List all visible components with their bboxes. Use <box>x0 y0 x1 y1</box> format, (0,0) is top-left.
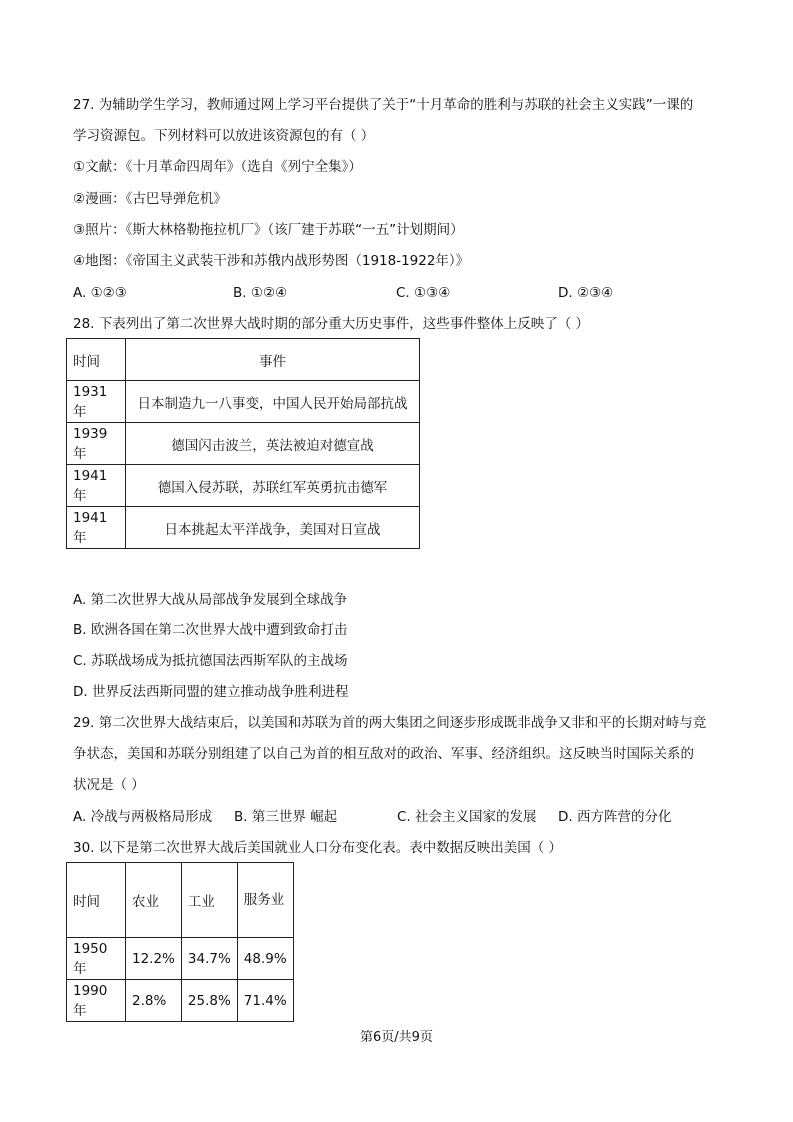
q27-item: ②漫画：《古巴导弹危机》 <box>73 191 227 207</box>
q27-option-b: B. ①②④ <box>233 285 288 301</box>
table-row <box>67 980 294 1022</box>
table-row <box>67 381 420 423</box>
q27-option-a: A. ①②③ <box>73 285 127 301</box>
q27-item: ③照片：《斯大林格勒拖拉机厂》（该厂建于苏联“一五”计划期间） <box>73 222 464 238</box>
q27-item: ①文献：《十月革命四周年》（选自《列宁全集》） <box>73 159 362 175</box>
table-row <box>67 465 420 507</box>
table-cell: 1990年 <box>67 980 126 1022</box>
table-header: 农业 <box>126 863 182 938</box>
table-row <box>67 423 420 465</box>
table-cell: 1941年 <box>67 465 126 507</box>
table-cell: 71.4% <box>237 980 293 1022</box>
table-cell: 德国入侵苏联，苏联红军英勇抗击德军 <box>126 465 420 507</box>
table-cell: 34.7% <box>181 938 237 980</box>
q28-option-d: D. 世界反法西斯同盟的建立推动战争胜利进程 <box>73 684 349 700</box>
q29-option-c: C. 社会主义国家的发展 <box>397 809 537 825</box>
table-row <box>67 938 294 980</box>
table-header: 事件 <box>126 339 420 381</box>
q29-option-a: A. 冷战与两极格局形成 <box>73 809 213 825</box>
q28-option-b: B. 欧洲各国在第二次世界大战中遭到致命打击 <box>73 622 348 638</box>
q29-stem-line3: 状况是（ ） <box>73 777 145 793</box>
q27-item: ④地图：《帝国主义武装干涉和苏俄内战形势图（1918-1922年）》 <box>73 253 470 269</box>
table-cell: 1939年 <box>67 423 126 465</box>
q27-stem-line1: 27. 为辅助学生学习，教师通过网上学习平台提供了关于“十月革命的胜利与苏联的社会主义实践”一课的 <box>73 97 694 113</box>
q29-stem-line2: 争状态，美国和苏联分别组建了以自己为首的相互敌对的政治、军事、经济组织。这反映当时国际关系的 <box>73 746 694 762</box>
table-cell: 1950年 <box>67 938 126 980</box>
table-cell: 1931年 <box>67 381 126 423</box>
table-header: 时间 <box>67 863 126 938</box>
q27-stem-line2: 学习资源包。下列材料可以放进该资源包的有（ ） <box>73 128 375 144</box>
table-header-row <box>67 863 294 938</box>
q28-events-table <box>66 338 420 549</box>
table-cell: 48.9% <box>237 938 293 980</box>
table-cell: 德国闪击波兰，英法被迫对德宣战 <box>126 423 420 465</box>
q29-option-d: D. 西方阵营的分化 <box>558 809 672 825</box>
table-row <box>67 507 420 549</box>
q29-stem-line1: 29. 第二次世界大战结束后，以美国和苏联为首的两大集团之间逐步形成既非战争又非和平的长期对峙与竞 <box>73 715 707 731</box>
table-cell: 日本挑起太平洋战争，美国对日宣战 <box>126 507 420 549</box>
table-header: 工业 <box>181 863 237 938</box>
table-header: 服务业 <box>237 863 293 938</box>
table-header-row <box>67 339 420 381</box>
q29-option-b: B. 第三世界 崛起 <box>234 809 338 825</box>
table-header: 时间 <box>67 339 126 381</box>
q27-option-d: D. ②③④ <box>558 285 614 301</box>
table-cell: 2.8% <box>126 980 182 1022</box>
table-cell: 25.8% <box>181 980 237 1022</box>
page-footer: 第6页/共9页 <box>360 1030 433 1045</box>
q28-stem: 28. 下表列出了第二次世界大战时期的部分重大历史事件，这些事件整体上反映了（ ） <box>73 316 590 332</box>
table-cell: 日本制造九一八事变，中国人民开始局部抗战 <box>126 381 420 423</box>
q28-option-c: C. 苏联战场成为抵抗德国法西斯军队的主战场 <box>73 653 348 669</box>
q28-option-a: A. 第二次世界大战从局部战争发展到全球战争 <box>73 592 348 608</box>
table-cell: 12.2% <box>126 938 182 980</box>
q27-option-c: C. ①③④ <box>396 285 451 301</box>
q30-employment-table <box>66 862 294 1022</box>
table-cell: 1941年 <box>67 507 126 549</box>
q30-stem: 30. 以下是第二次世界大战后美国就业人口分布变化表。表中数据反映出美国（ ） <box>73 840 563 856</box>
